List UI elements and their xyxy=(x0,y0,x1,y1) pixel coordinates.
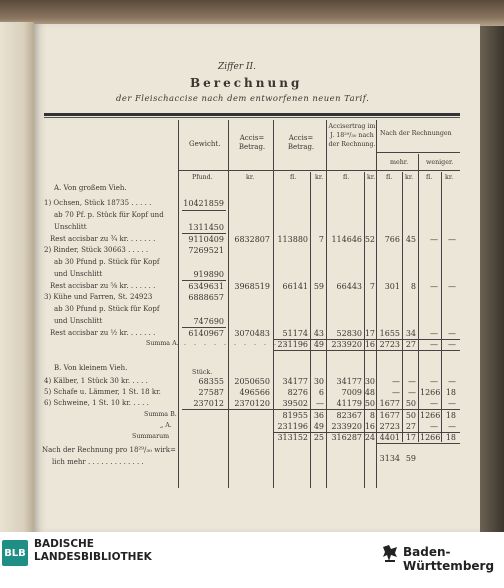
col-mehr: mehr. xyxy=(390,159,409,166)
cell: 82367 xyxy=(336,411,362,420)
dots: . . . . . . . . . . . xyxy=(184,340,290,347)
cell: — xyxy=(448,377,456,386)
cell: 17 xyxy=(405,433,416,442)
cell: 34177 xyxy=(282,377,308,386)
cell: — xyxy=(448,329,456,338)
cell: — xyxy=(448,399,456,408)
unit-fl: fl. xyxy=(290,174,297,181)
cell: 81955 xyxy=(282,411,308,420)
header-rule xyxy=(377,152,460,153)
row-label: 4) Kälber, 1 Stück 30 kr. . . . . xyxy=(44,377,148,385)
cell: 233920 xyxy=(331,422,362,431)
cell: 45 xyxy=(405,235,416,244)
cell: 50 xyxy=(405,399,416,408)
left-page-edge xyxy=(0,22,34,532)
row-label: ab 70 Pf. p. Stück für Kopf und xyxy=(54,211,164,219)
final-label-2: lich mehr . . . . . . . . . . . . . xyxy=(52,458,144,466)
cell: 2050650 xyxy=(234,377,270,386)
cell: 59 xyxy=(313,282,324,291)
cell: 30 xyxy=(313,377,324,386)
unit-stueck: Stück. xyxy=(192,369,213,376)
unit-kr: kr. xyxy=(246,174,255,181)
cell: 1677 xyxy=(379,399,400,408)
cell: — xyxy=(430,340,438,349)
cell: — xyxy=(430,377,438,386)
cell: 3968519 xyxy=(234,282,270,291)
cell: — xyxy=(448,282,456,291)
top-rule xyxy=(44,113,460,116)
cell: — xyxy=(448,340,456,349)
unit-fl: fl. xyxy=(343,174,350,181)
col-accise-betrag: Accis= Betrag. xyxy=(238,134,266,151)
unit-fl: fl. xyxy=(426,174,433,181)
cell: 8276 xyxy=(287,388,308,397)
top-rule-thin xyxy=(44,117,460,118)
cell: 496566 xyxy=(239,388,270,397)
summa-b-label: Summa B. xyxy=(144,411,177,418)
cell: 237012 xyxy=(193,399,224,408)
cell-rule xyxy=(182,233,226,234)
cell: 27587 xyxy=(198,388,224,397)
cell: 49 xyxy=(313,422,324,431)
header-rule-2 xyxy=(178,170,460,171)
cell: 49 xyxy=(313,340,324,349)
cell: 39502 xyxy=(282,399,308,408)
cell: 43 xyxy=(313,329,324,338)
cell: — xyxy=(430,422,438,431)
cell: 34 xyxy=(405,329,416,338)
cell: 27 xyxy=(405,422,416,431)
cell: — xyxy=(316,399,324,408)
cell: — xyxy=(430,399,438,408)
cell: 8 xyxy=(369,411,375,420)
unit-kr: kr. xyxy=(315,174,324,181)
cell: 10421859 xyxy=(183,199,224,208)
cell: 301 xyxy=(384,282,400,291)
cell: 1266 xyxy=(420,388,441,397)
cell: 1311450 xyxy=(188,223,224,232)
cell: 6 xyxy=(318,388,324,397)
cell: 66141 xyxy=(282,282,308,291)
cell: 18 xyxy=(445,433,456,442)
right-book-edge xyxy=(480,26,504,532)
cell: 2723 xyxy=(379,422,400,431)
cell: 231196 xyxy=(277,340,308,349)
state-name: Baden-Württemberg xyxy=(403,545,495,573)
cell: 9110409 xyxy=(188,235,224,244)
row-label: 1) Ochsen, Stück 18735 . . . . . xyxy=(44,199,152,207)
library-name-line2: LANDESBIBLIOTHEK xyxy=(34,551,152,563)
cell: 231196 xyxy=(277,422,308,431)
cell: 1677 xyxy=(379,411,400,420)
cell: 24 xyxy=(364,433,375,442)
unit-kr: kr. xyxy=(405,174,414,181)
cell: 6140967 xyxy=(188,329,224,338)
cell: — xyxy=(448,422,456,431)
sum-rule xyxy=(376,443,460,444)
cell: 316287 xyxy=(331,433,362,442)
row-label: Rest accisbar zu ¾ kr. . . . . . . xyxy=(50,235,156,243)
cell: 1266 xyxy=(420,433,441,442)
cell: — xyxy=(392,388,400,397)
summa-a-label: Summa A. xyxy=(146,340,179,347)
cell: 6888657 xyxy=(188,293,224,302)
row-label: und Unschlitt xyxy=(54,270,103,278)
cell: 50 xyxy=(405,411,416,420)
page-subtitle: der Fleischaccise nach dem entworfenen neuen Tarif. xyxy=(116,93,370,103)
cell: 7269521 xyxy=(188,246,224,255)
col-accise-ertrag: Accisertrag im J. 18²⁹/₃₀ nach der Rechnung. xyxy=(328,123,376,148)
cell-rule xyxy=(182,280,226,281)
cell: 52 xyxy=(364,235,375,244)
cell: 66443 xyxy=(336,282,362,291)
cell: 7009 xyxy=(341,388,362,397)
cell: 747690 xyxy=(193,317,224,326)
cell: 313152 xyxy=(277,433,308,442)
unit-fl: fl. xyxy=(386,174,393,181)
unit-pfund: Pfund. xyxy=(192,174,213,181)
library-name-line1: BADISCHE xyxy=(34,538,94,550)
col-weniger: weniger. xyxy=(426,159,454,166)
col-gewicht: Gewicht. xyxy=(189,140,221,148)
cell: 2370120 xyxy=(234,399,270,408)
library-footer xyxy=(0,532,504,588)
cell: 18 xyxy=(445,411,456,420)
cell: 113880 xyxy=(277,235,308,244)
col-line xyxy=(418,154,419,442)
sum-rule xyxy=(274,350,460,351)
cell: 6349631 xyxy=(188,282,224,291)
cell: 16 xyxy=(364,340,375,349)
sum-rule xyxy=(182,409,460,410)
cell: 18 xyxy=(445,388,456,397)
row-label: 5) Schafe u. Lämmer, 1 St. 18 kr. xyxy=(44,388,161,396)
cell: 1266 xyxy=(420,411,441,420)
ziffer-label: Ziffer II. xyxy=(218,62,256,72)
cell: 4401 xyxy=(379,433,400,442)
cell: 1655 xyxy=(379,329,400,338)
cell: — xyxy=(430,235,438,244)
lion-emblem-icon xyxy=(381,543,399,565)
unit-kr: kr. xyxy=(367,174,376,181)
blb-logo: BLB xyxy=(2,540,28,566)
col-nach-rechnung: Nach der Rechnungen xyxy=(380,130,452,137)
cell: 919890 xyxy=(193,270,224,279)
unit-kr: kr. xyxy=(445,174,454,181)
cell: 36 xyxy=(313,411,324,420)
row-label: 6) Schweine, 1 St. 10 kr. . . . . xyxy=(44,399,149,407)
cell: 17 xyxy=(364,329,375,338)
cell: 52830 xyxy=(336,329,362,338)
cell: 233920 xyxy=(331,340,362,349)
cell: 3070483 xyxy=(234,329,270,338)
cell: — xyxy=(408,388,416,397)
cell: 114646 xyxy=(331,235,362,244)
summarum-label: Summarum xyxy=(132,433,170,440)
cell: — xyxy=(392,377,400,386)
cell: 16 xyxy=(364,422,375,431)
cell: 50 xyxy=(364,399,375,408)
cell: 41179 xyxy=(336,399,362,408)
page-title: Berechnung xyxy=(190,76,303,90)
final-fl: 3134 xyxy=(379,454,400,463)
scanned-page xyxy=(34,24,480,532)
cell: 25 xyxy=(313,433,324,442)
cell-rule xyxy=(182,327,226,328)
cell: 7 xyxy=(369,282,375,291)
cell: 51174 xyxy=(282,329,308,338)
cell: 7 xyxy=(318,235,324,244)
cell: 8 xyxy=(410,282,416,291)
cell: — xyxy=(430,329,438,338)
col-accise-betrag-fl: Accis= Betrag. xyxy=(287,134,315,151)
cell: — xyxy=(430,282,438,291)
cell: 48 xyxy=(364,388,375,397)
row-label: Rest accisbar zu ⅝ kr. . . . . . . xyxy=(50,282,156,290)
row-label: ab 30 Pfund p. Stück für Kopf xyxy=(54,305,160,313)
cell-rule xyxy=(182,210,226,211)
cell: 30 xyxy=(364,377,375,386)
row-label: und Unschlitt xyxy=(54,317,103,325)
col-line xyxy=(178,120,179,488)
cell: 6832807 xyxy=(234,235,270,244)
section-b-title: B. Von kleinem Vieh. xyxy=(54,364,128,372)
row-label: 2) Rinder, Stück 30663 . . . . . xyxy=(44,246,149,254)
row-label: ab 30 Pfund p. Stück für Kopf xyxy=(54,258,160,266)
summa-a-repeat-label: „ A. xyxy=(160,422,172,429)
cell: — xyxy=(448,235,456,244)
row-label: 3) Kühe und Farren, St. 24923 xyxy=(44,293,153,301)
final-kr: 59 xyxy=(405,454,416,463)
row-label: Rest accisbar zu ½ kr. . . . . . . xyxy=(50,329,156,337)
cell: 34177 xyxy=(336,377,362,386)
final-label-1: Nach der Rechnung pro 18²⁹/₃₀ wirk= xyxy=(42,446,176,454)
cell: 68355 xyxy=(198,377,224,386)
cell: 2723 xyxy=(379,340,400,349)
section-a-title: A. Von großem Vieh. xyxy=(54,184,127,192)
cell: — xyxy=(408,377,416,386)
row-label: Unschlitt xyxy=(54,223,87,231)
col-line xyxy=(228,120,229,488)
library-name xyxy=(34,538,152,564)
cell: 27 xyxy=(405,340,416,349)
cell: 766 xyxy=(384,235,400,244)
